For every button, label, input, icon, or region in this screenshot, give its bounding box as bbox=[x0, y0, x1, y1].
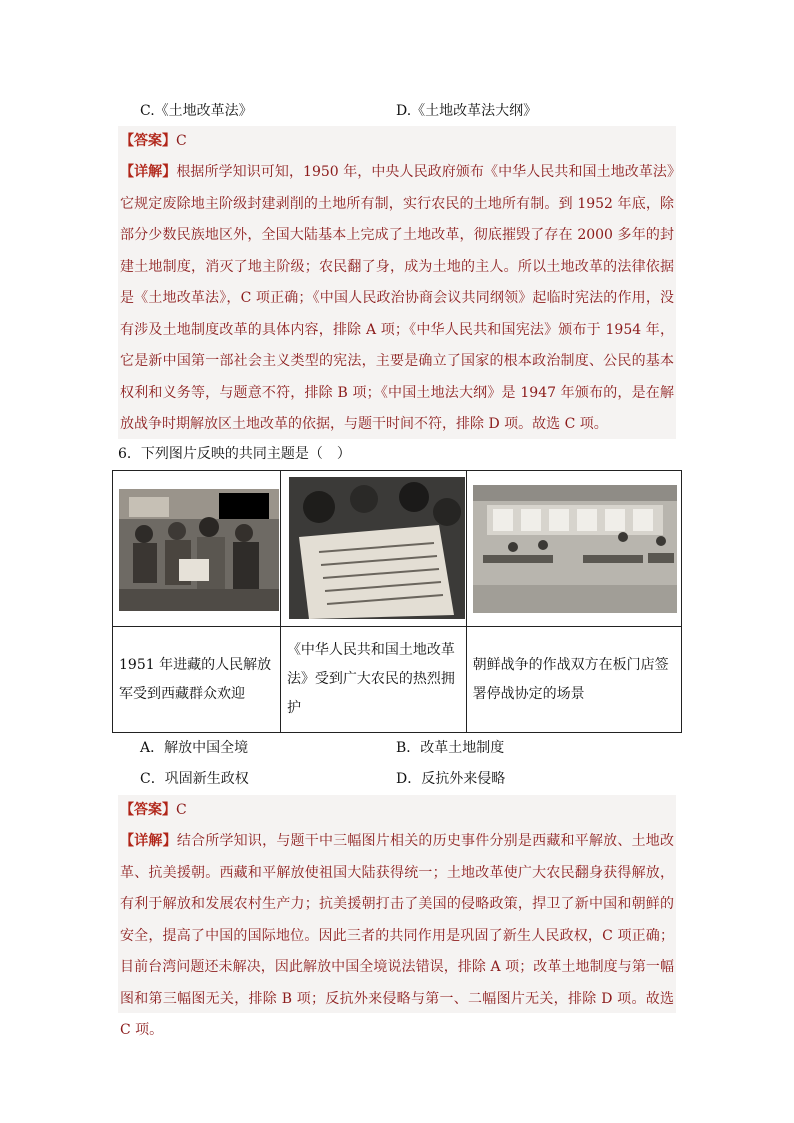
caption-cell-1 bbox=[113, 627, 281, 733]
q6-option-a: A．解放中国全境 bbox=[140, 740, 249, 756]
q6-options-row-2 bbox=[118, 767, 678, 791]
q6-options-row-1 bbox=[118, 736, 678, 760]
q5-answer-tag: 【答案】 bbox=[120, 133, 176, 149]
photo-tibet-welcome bbox=[119, 489, 279, 611]
q6-stem: 6．下列图片反映的共同主题是（ ） bbox=[118, 446, 351, 462]
caption-cell-2 bbox=[280, 627, 466, 733]
q6-detail bbox=[118, 826, 676, 1047]
q6-option-c: C．巩固新生政权 bbox=[140, 771, 249, 787]
q6-option-d: D．反抗外来侵略 bbox=[396, 771, 506, 787]
q5-option-c: C.《土地改革法》 bbox=[140, 103, 253, 119]
photo-panmunjom-armistice bbox=[473, 485, 677, 613]
photo-cell-1 bbox=[113, 471, 281, 627]
caption-1: 1951 年进藏的人民解放军受到西藏群众欢迎 bbox=[119, 656, 272, 702]
q5-options-row bbox=[118, 99, 678, 123]
q6-detail-text: 结合所学知识，与题干中三幅图片相关的历史事件分别是西藏和平解放、土地改革、抗美援朝。西藏和平解放使祖国大陆获得统一；土地改革使广大农民翻身获得解放，有利于解放和发展农村生产力；抗美援朝打击了美国的侵略政策，捍卫了新中国和朝鲜的安全，提高了中国的国际地位。因此三者的共同作用是巩固了新生人民政权，C 项正确；目前台湾问题还未解决，因此解放中国全境说法错误，排除 A 项；改革土地制度与第一幅图和第三幅图无关，排除 B 项；反抗外来侵略与第一、二幅图片无关，排除 D 项。故选 C 项。 bbox=[120, 833, 674, 1038]
q6-detail-tag: 【详解】 bbox=[120, 833, 177, 849]
q6-answer-block bbox=[118, 795, 676, 1038]
q5-detail bbox=[118, 157, 676, 441]
photo-land-reform-law bbox=[289, 477, 465, 619]
q5-answer-line bbox=[118, 126, 676, 157]
q5-detail-text: 根据所学知识可知，1950 年，中央人民政府颁布《中华人民共和国土地改革法》它规定废除地主阶级封建剥削的土地所有制，实行农民的土地所有制。到 1952 年底，除部分少数民族地区外，全国大陆基本上完成了土地改革，彻底摧毁了存在 2000 多年的封建土地制度，消灭了地主阶级；农民翻了身，成为土地的主人。所以土地改革的法律依据是《土地改革法》，C 项正确；《中国人民政治协商会议共同纲领》起临时宪法的作用，没有涉及土地制度改革的具体内容，排除 A 项；《中华人民共和国宪法》颁布于 1954 年，它是新中国第一部社会主义类型的宪法，主要是确立了国家的根本政治制度、公民的基本权利和义务等，与题意不符，排除 B 项；《中国土地法大纲》是 1947 年颁布的，是在解放战争时期解放区土地改革的依据，与题干时间不符，排除 D 项。故选 C 项。 bbox=[120, 164, 675, 432]
q6-answer-line bbox=[118, 795, 676, 826]
caption-2: 《中华人民共和国土地改革法》受到广大农民的热烈拥护 bbox=[286, 642, 455, 716]
q5-option-d: D.《土地改革法大纲》 bbox=[396, 103, 538, 119]
q6-picture-table bbox=[112, 470, 682, 733]
q6-answer-value: C bbox=[176, 802, 187, 818]
q5-answer-block bbox=[118, 126, 676, 439]
q5-answer-value: C bbox=[176, 133, 187, 149]
q6-option-b: B．改革土地制度 bbox=[396, 740, 505, 756]
caption-cell-3 bbox=[466, 627, 681, 733]
q5-detail-tag: 【详解】 bbox=[120, 164, 177, 180]
q6-answer-tag: 【答案】 bbox=[120, 802, 176, 818]
photo-cell-3 bbox=[466, 471, 681, 627]
caption-3: 朝鲜战争的作战双方在板门店签署停战协定的场景 bbox=[472, 656, 669, 702]
photo-cell-2 bbox=[280, 471, 466, 627]
